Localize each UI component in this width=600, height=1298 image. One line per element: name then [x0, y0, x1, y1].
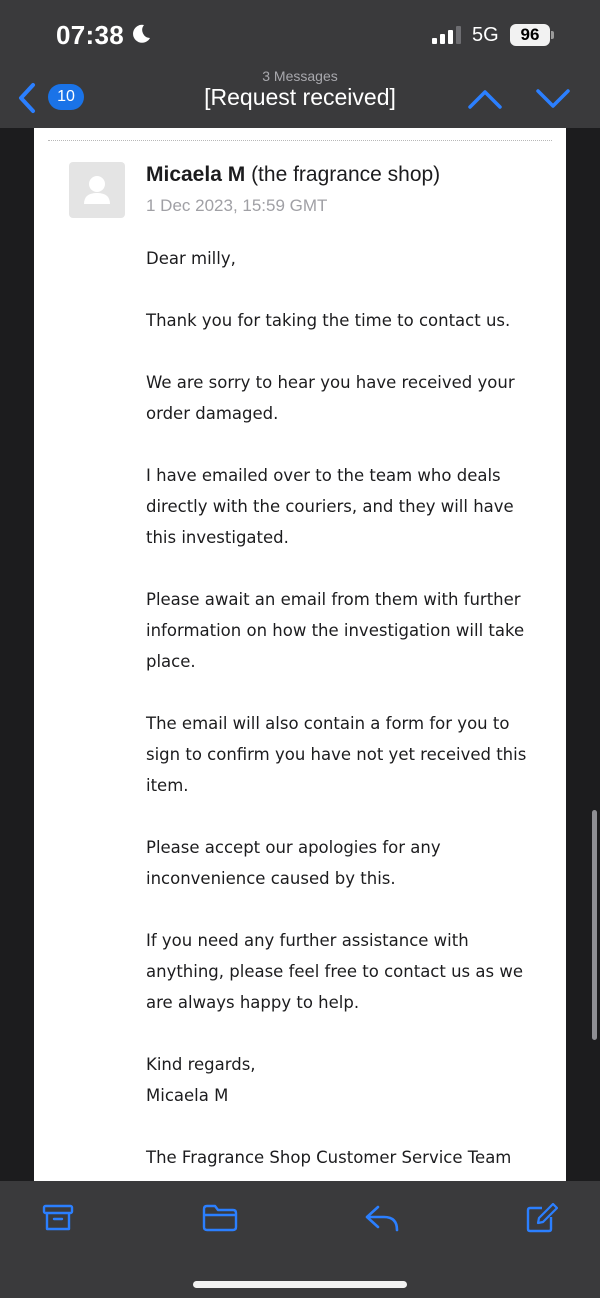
- line: Kind regards,: [146, 1055, 256, 1074]
- line: this investigated.: [146, 528, 289, 547]
- nav-bar: [0, 66, 600, 128]
- line: Micaela M: [146, 1086, 229, 1105]
- line: directly with the couriers, and they will have: [146, 497, 514, 516]
- chevron-up-icon[interactable]: [466, 86, 504, 112]
- paragraph: [146, 367, 546, 429]
- thread-divider: [48, 140, 552, 141]
- avatar[interactable]: [69, 162, 125, 218]
- battery-level: 96: [510, 24, 550, 46]
- email-date: 1 Dec 2023, 15:59 GMT: [146, 196, 328, 215]
- email-body: [146, 243, 546, 1181]
- paragraph: [146, 925, 546, 1018]
- paragraph: [146, 708, 546, 801]
- battery-tip: [551, 31, 554, 39]
- sender[interactable]: [146, 163, 440, 187]
- line: sign to confirm you have not yet received this: [146, 745, 527, 764]
- line: We are sorry to hear you have received your: [146, 373, 515, 392]
- folder-icon[interactable]: [202, 1203, 238, 1233]
- email-subject: [Request received]: [204, 84, 396, 110]
- sender-org: (the fragrance shop): [251, 163, 441, 186]
- left-gutter: [0, 128, 34, 1181]
- archive-icon[interactable]: [42, 1203, 74, 1233]
- greeting: Dear milly,: [146, 249, 236, 268]
- network-type: 5G: [472, 24, 499, 46]
- chevron-down-icon[interactable]: [534, 86, 572, 112]
- paragraph: [146, 832, 546, 894]
- email-message: [34, 128, 566, 1181]
- team-signature: The Fragrance Shop Customer Service Team: [146, 1148, 512, 1167]
- signal-icon: [432, 26, 462, 44]
- scrollbar[interactable]: [592, 810, 597, 1040]
- status-time: 07:38: [56, 20, 124, 50]
- line: anything, please feel free to contact us as we: [146, 962, 523, 981]
- paragraph: [146, 460, 546, 553]
- line: information on how the investigation will take: [146, 621, 525, 640]
- line: Please accept our apologies for any: [146, 838, 441, 857]
- unread-count-badge[interactable]: 10: [48, 84, 84, 110]
- message-count: 3 Messages: [262, 68, 338, 84]
- line: order damaged.: [146, 404, 279, 423]
- home-indicator[interactable]: [193, 1281, 407, 1288]
- moon-icon: [130, 23, 152, 45]
- compose-icon[interactable]: [526, 1203, 558, 1233]
- paragraph: [146, 584, 546, 677]
- line: I have emailed over to the team who deals: [146, 466, 501, 485]
- line: place.: [146, 652, 196, 671]
- line: If you need any further assistance with: [146, 931, 469, 950]
- reply-icon[interactable]: [364, 1203, 400, 1233]
- signoff: [146, 1049, 546, 1111]
- status-bar: [0, 0, 600, 66]
- line: Please await an email from them with further: [146, 590, 521, 609]
- sender-name: Micaela M: [146, 163, 246, 186]
- bottom-toolbar: [0, 1181, 600, 1298]
- line: inconvenience caused by this.: [146, 869, 396, 888]
- line: are always happy to help.: [146, 993, 360, 1012]
- line: item.: [146, 776, 189, 795]
- line: The email will also contain a form for you to: [146, 714, 510, 733]
- paragraph: Thank you for taking the time to contact us.: [146, 311, 511, 330]
- person-icon: [69, 162, 125, 218]
